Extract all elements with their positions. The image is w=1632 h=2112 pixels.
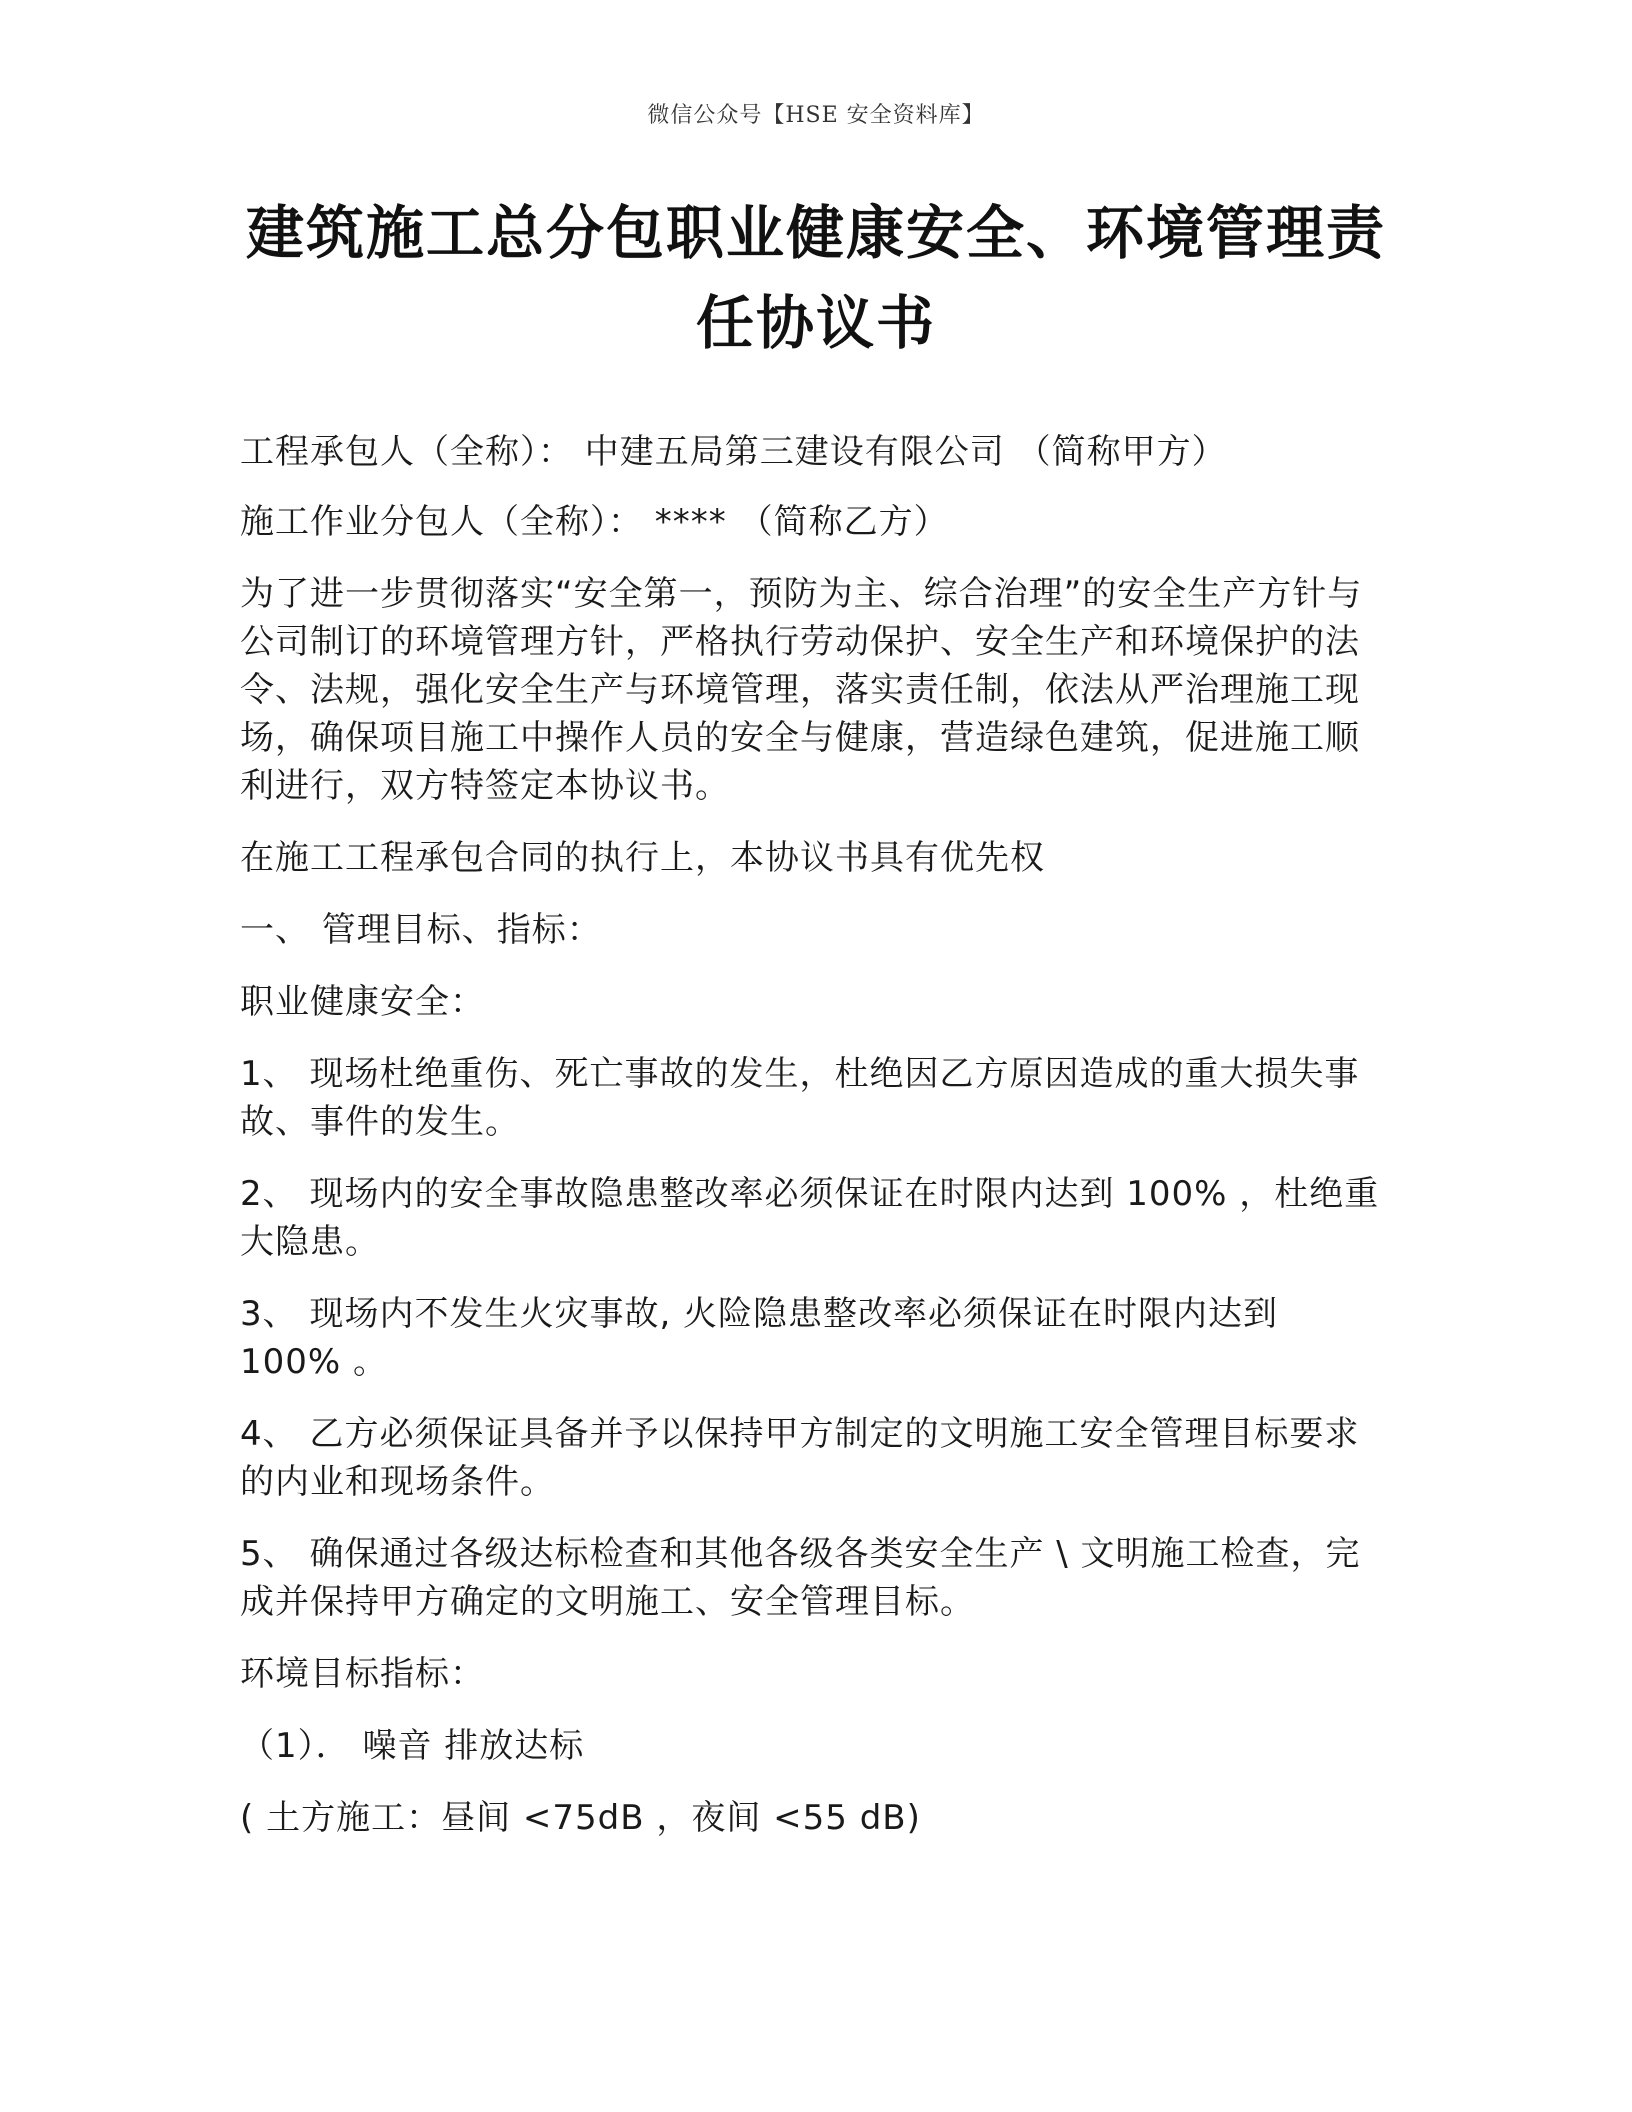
- env-item-1: （1）． 噪音 排放达标: [240, 1726, 585, 1766]
- list-item-1: 1、 现场杜绝重伤、死亡事故的发生，杜绝因乙方原因造成的重大损失事故、事件的发生。: [240, 1054, 1360, 1142]
- list-item-3: 3、 现场内不发生火灾事故, 火险隐患整改率必须保证在时限内达到 100% 。: [240, 1294, 1279, 1382]
- priority-statement: 在施工工程承包合同的执行上，本协议书具有优先权: [240, 838, 1045, 878]
- list-item-4: 4、 乙方必须保证具备并予以保持甲方制定的文明施工安全管理目标要求的内业和现场条件。: [240, 1414, 1360, 1502]
- title-line-1: 建筑施工总分包职业健康安全、环境管理责: [245, 199, 1386, 267]
- title-line-2: 任协议书: [695, 289, 936, 357]
- noise-limits: ( 土方施工：昼间 <75dB ，夜间 <55 dB): [240, 1798, 921, 1838]
- intro-paragraph: 为了进一步贯彻落实“安全第一，预防为主、综合治理”的安全生产方针与公司制订的环境管理方针，严格执行劳动保护、安全生产和环境保护的法令、法规，强化安全生产与环境管理，落实责任制，依法从严治理施工现场，确保项目施工中操作人员的安全与健康，营造绿色建筑，促进施工顺利进行，双方特签定本协议书。: [240, 574, 1363, 806]
- header-note: 微信公众号【HSE 安全资料库】: [647, 103, 985, 128]
- env-subheading: 环境目标指标：: [240, 1654, 485, 1694]
- list-item-5: 5、 确保通过各级达标检查和其他各级各类安全生产 \ 文明施工检查，完成并保持甲方确定的文明施工、安全管理目标。: [240, 1534, 1361, 1622]
- section-heading-1: 一、 管理目标、指标：: [240, 910, 602, 950]
- ohs-subheading: 职业健康安全：: [240, 982, 485, 1022]
- document-title: [200, 188, 1432, 368]
- list-item-2: 2、 现场内的安全事故隐患整改率必须保证在时限内达到 100% ，杜绝重大隐患。: [240, 1174, 1380, 1262]
- subcontractor-line: 施工作业分包人（全称）： **** （简称乙方）: [240, 502, 949, 542]
- contractor-line: 工程承包人（全称）： 中建五局第三建设有限公司 （简称甲方）: [240, 432, 1227, 472]
- document-body: [240, 428, 1380, 1866]
